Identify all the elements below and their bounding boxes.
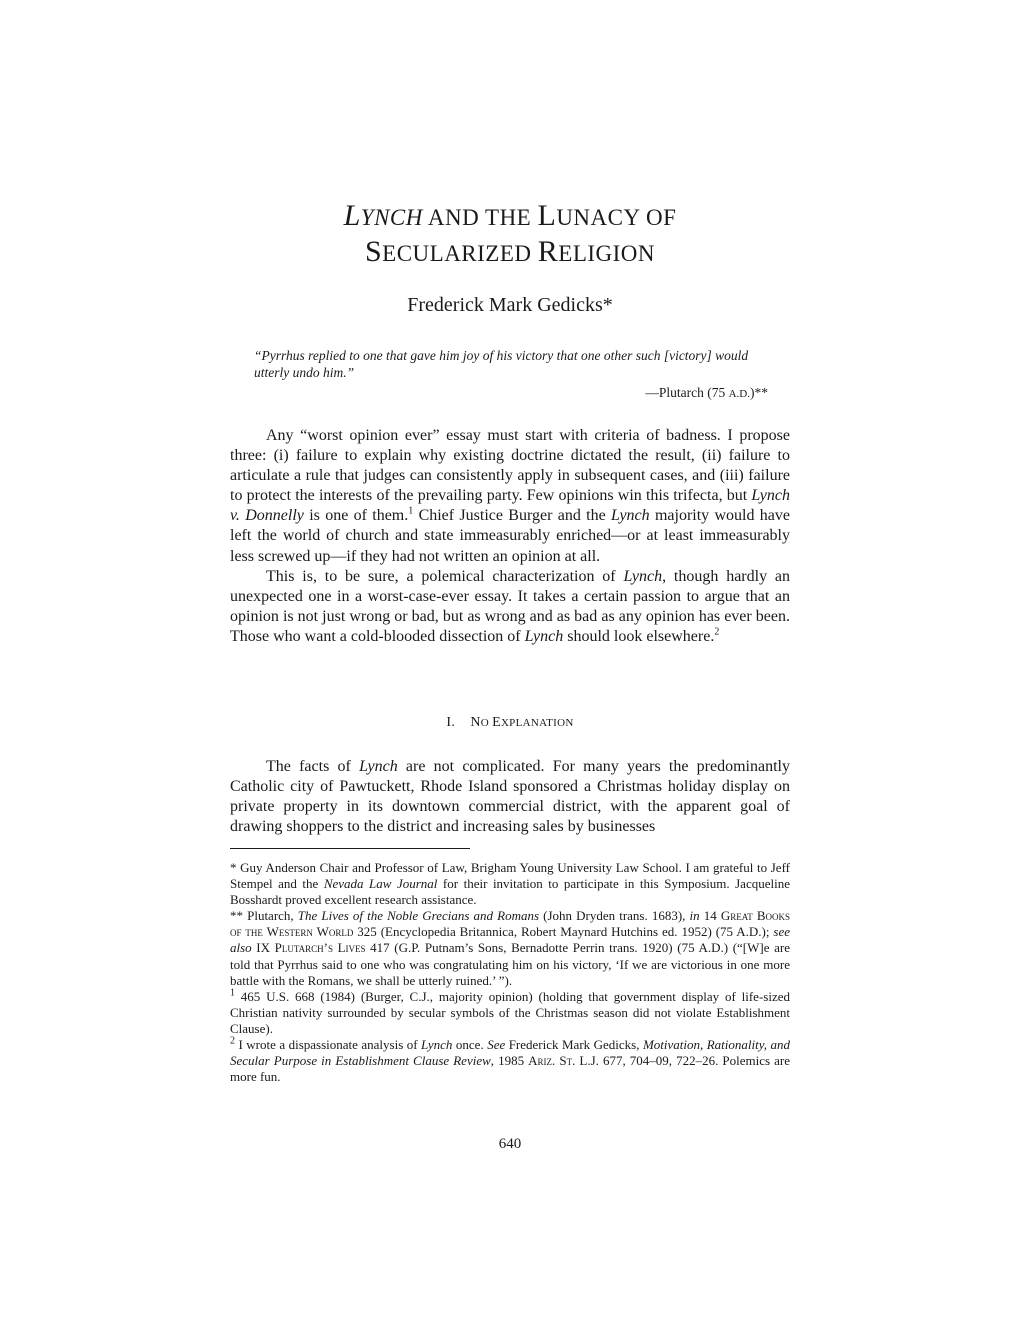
article-title-line-2: SECULARIZED RELIGION <box>364 235 656 268</box>
footnote-divider <box>230 848 470 849</box>
footnote-ref-1: 1 <box>408 506 414 518</box>
intro-paragraph-2: This is, to be sure, a polemical characterization of Lynch, though hardly an unexpected one in a worst-case-ever essay. It takes a certain passion to argue that an opinion is not just wrong or bad, but as wrong and as bad as any opinion has ever been. Those who want a cold-blooded dissection of Lynch should look elsewhere.$^2$ <box>230 567 791 645</box>
footnote-ref-2: 2 <box>714 626 720 638</box>
footnote-2: $^2$ I wrote a dispassionate analysis of Lynch once. See Frederick Mark Gedicks, Motivation, Rationality, and Secular Purpose in Establishment Clause Review, 1985 Ariz. St. L.J. 677, 704–09, 722–26. Polemics are more fun. <box>230 1035 790 1085</box>
footnote-star: * Guy Anderson Chair and Professor of Law, Brigham Young University Law School. I am grateful to Jeff Stempel and the Nevada Law Journal for their invitation to participate in this Symposium. Jacqueline Bosshardt proved excellent research assistance. <box>230 860 790 908</box>
intro-text <box>230 426 790 647</box>
section-paragraph-1: The facts of Lynch are not complicated. For many years the predominantly Catholic city of Pawtuckett, Rhode Island sponsored a Christmas holiday display on private property in its downtown commercial district, with the apparent goal of drawing shoppers to the district and increasing sales by businesses <box>230 758 790 836</box>
footnotes <box>230 860 790 1085</box>
footnote-double-star: ** Plutarch, The Lives of the Noble Grecians and Romans (John Dryden trans. 1683), in 14 Great Books of the Western World 325 (Encyclopedia Britannica, Robert Maynard Hutchins ed. 1952) (75 A.D.); see also IX Plutarch’s Lives 417 (G.P. Putnam’s Sons, Bernadotte Perrin trans. 1920) (75 A.D.) (“[W]e are told that Pyrrhus said to one who was congratulating him on his victory, ‘If we are victorious in one more battle with the Romans, we shall be utterly ruined.’ ”). <box>230 908 790 988</box>
section-heading: I. NO EXPLANATION <box>446 715 574 730</box>
epigraph-attribution: —Plutarch (75 A.D.)** <box>645 385 768 400</box>
page-number: 640 <box>498 1136 522 1152</box>
epigraph-quote: “Pyrrhus replied to one that gave him joy of his victory that one other such [victory] would utterly undo him.” <box>254 348 749 380</box>
intro-paragraph-1: Any “worst opinion ever” essay must start with criteria of badness. I propose three: (i) failure to explain why existing doctrine dictated the result, (ii) failure to articulate a rule that judges can consistently apply in subsequent cases, and (iii) failure to protect the interests of the prevailing party. Few opinions win this trifecta, but Lynch v. Donnelly is one of them.$^1$ Chief Justice Burger and the Lynch majority would have left the world of church and state immeasurably enriched—or at least immeasurably less screwed up—if they had not written an opinion at all. <box>230 427 791 565</box>
footnote-1: $^1$ 465 U.S. 668 (1984) (Burger, C.J., majority opinion) (holding that government display of life-sized Christian nativity surrounded by secular symbols of the Christmas season did not violate Establishment Clause). <box>230 987 790 1036</box>
section-text <box>230 757 790 837</box>
article-title-line-1: LYNCH AND THE LUNACY OF <box>343 199 677 232</box>
author-name: Frederick Mark Gedicks* <box>407 294 613 316</box>
